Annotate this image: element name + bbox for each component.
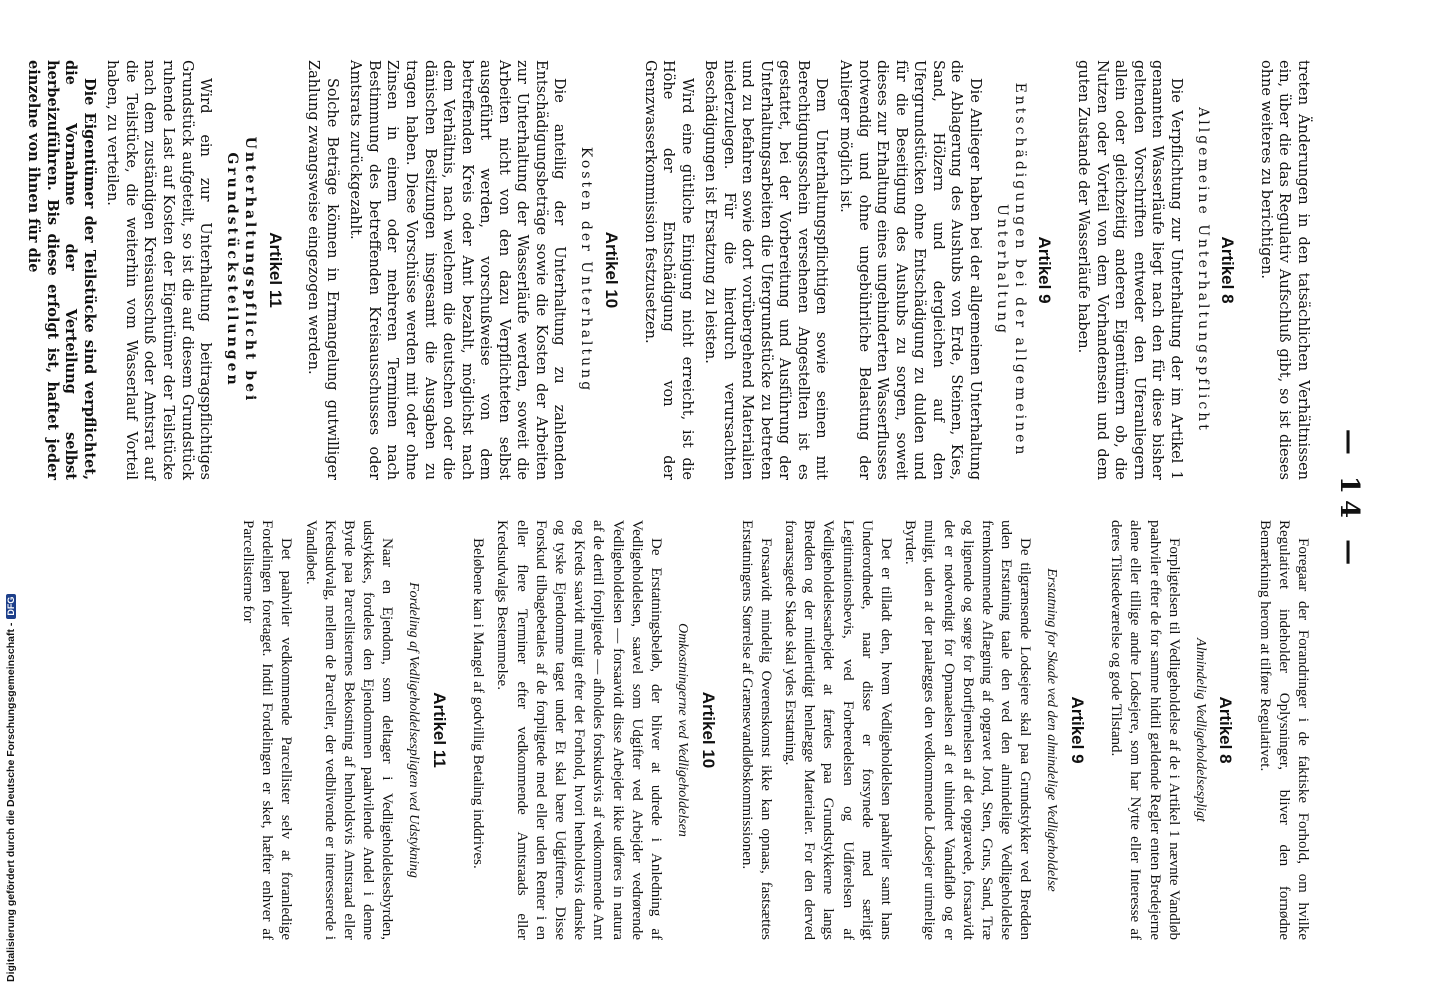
german-article-11-p2: Die Eigentümer der Teilstücke sind verpflichtet, die Vornahme der Verteilung selbst herbeizuführen. Bis diese erfolgt ist, haftet jeder einzelne von ihnen für die <box>25 60 98 480</box>
danish-article-9-p1: De tilgrænsende Lodsejere skal paa Grundstykker ved Bredden uden Erstatning taale den ved den almindelige Vedligeholdelse fremkommende Aflægning af opgravet Jord, Sten, Grus, Sand, Træ og lignende og sørge for Bortfjernelsen af det opgravede, forsaavidt det er nødvendigt for Opmaaelsen af et uhindret Vandafløb og er muligt, uden at der paalægges den vedkommende Lodsejer urimelige Byrder. <box>902 520 1034 940</box>
german-article-8-subtitle: Allgemeine Unterhaltungspflicht <box>1194 107 1211 433</box>
danish-article-10-title: Artikel 10 <box>698 691 718 769</box>
dfg-logo: DFG <box>6 594 16 619</box>
danish-article-11-subtitle: Fordeling af Vedligeholdelsespligten ved Udstykning <box>406 582 422 878</box>
danish-column <box>233 520 1312 940</box>
german-article-9-p2: Dem Unterhaltungspflichtigen sowie seinen mit Berechtigungsschein versehenen Angestellten ist es gestattet, bei der Vorbereitung und Ausführung der Unterhaltungsarbeiten die Ufergrundstücke zu betreten und zu befahren sowie dort vorübergehend Materialien niederzulegen. Für die hierdurch verursachten Beschädigungen ist Ersatzung zu leisten. <box>702 60 830 480</box>
danish-article-8-title: Artikel 8 <box>1216 696 1236 764</box>
german-article-8-title: Artikel 8 <box>1218 236 1238 304</box>
danish-intro: Foregaar der Forandringer i de faktiske Forhold, om hvilke Regulativet indeholder Oplysninger, bliver den fornødne Bemærkning herom at tilføre Regulativet. <box>1256 520 1311 940</box>
danish-article-9-p2: Det er tilladt den, hvem Vedligeholdelsen paahviler samt hans Underordnede, naar disse er forsynede med særligt Legitimationsbevis, ved Forberedelsen og Udførelsen af Vedligeholdelsesarbejdet at færdes paa Grundstykkerne langs Bredden og der midlertidigt henlægge Materialer. For den derved foraarsagede Skade skal ydes Erstatning. <box>782 520 895 940</box>
danish-article-9-title: Artikel 9 <box>1068 696 1088 764</box>
german-article-8-p1: Die Verpflichtung zur Unterhaltung der im Artikel 1 genannten Wasserläufe liegt nach den für diese bisher geltenden Vorschriften entweder den Uferanliegern allein oder gleichzeitig anderen Eigentümern ob, die Nutzen oder Vorteil von dem Vorhandensein und dem guten Zustande der Wasserläufe haben. <box>1074 60 1184 480</box>
german-article-9-p3: Wird eine gütliche Einigung nicht erreicht, ist die Höhe der Entschädigung von der Grenzwasserkommission festzusetzen. <box>641 60 695 480</box>
danish-article-11-p2: Det paahviler vedkommende Parcellister selv at foranledige Fordelingen foretaget. Indtil Fordelingen er sket, hæfter enhver af Parcellisterne for <box>240 520 295 940</box>
german-article-9-subtitle: Entschädigungen bei der allgemeinen Unterhaltung <box>993 82 1028 458</box>
rotated-page <box>25 20 1382 980</box>
dfg-credit-text: Digitalisierung gefördert durch die Deutsche Forschungsgemeinschaft - <box>5 622 17 982</box>
danish-article-11-p1: Naar en Ejendom, som deltager i Vedligeholdelsesbyrden, udstykkes, fordeles den Ejendommen paahvilende Andel i denne Byrde paa Parcellisternes Bekostning af henholdsvis Amtsraad eller Kredsudvalg, mellem de Parceller, der vedblivende er interesserede i Vandløbet. <box>302 520 396 940</box>
danish-article-9-subtitle: Erstatning for Skade ved den almindelige Vedligeholdelse <box>1044 568 1060 892</box>
german-article-11-title: Artikel 11 <box>265 232 285 308</box>
danish-article-10-p1: De Erstatningsbeløb, der bliver at udrede i Anledning af Vedligeholdelsen, saavel som Udgifter ved Arbejder vedrørende Vedligeholdelsen — forsaavidt disse Arbejder ikke udføres in natura af de dertil forpligtede — afholdes forskudsvis af vedkommende Amt og Kreds saavidt muligt efter det Forhold, hvori henholdsvis danske og tyske Ejendomme taget under Et skal bære Udgifterne. Disse Forskud tilbagebetales af de forpligtede med eller uden Renter i en eller flere Terminer efter vedkommende Amtsraads eller Kredsudvalgs Bestemmelse. <box>494 520 664 940</box>
german-article-10-title: Artikel 10 <box>602 231 622 309</box>
dfg-credit-strip <box>0 0 22 1000</box>
german-article-9-p1: Die Anlieger haben bei der allgemeinen Unterhaltung die Ablagerung des Aushubs von Erde, Steinen, Kies, Sand, Hölzern und dergleichen auf den Ufergrundstücken ohne Entschädigung zu dulden und für die Beseitigung des Aushubs zu sorgen, soweit dieses zur Erhaltung eines ungehinderten Wasserflusses notwendig und ohne ungebührliche Belastung der Anlieger möglich ist. <box>837 60 983 480</box>
danish-article-10-p2: Beløbene kan i Mangel af godvillig Betaling inddrives. <box>470 538 487 869</box>
page-number: — 14 — <box>1334 428 1364 572</box>
danish-article-10-subtitle: Omkostningerne ved Vedligeholdelsen <box>674 623 690 837</box>
german-article-11-subtitle: Unterhaltungspflicht bei Grundstücksteilungen <box>224 136 258 404</box>
german-article-10-p1: Die anteilig der Unterhaltung zu zahlenden Entschädigungsbeträge sowie die Kosten der Arbeiten zur Unterhaltung der Wasserläufe werden, soweit die Arbeiten nicht von den dazu Verpflichteten selbst ausgeführt werden, vorschußweise von dem betreffenden Kreis oder Amt bezahlt, möglichst nach dem Verhältnis, nach welchem die deutschen oder die dänischen Besitzungen insgesamt die Ausgaben zu tragen haben. Diese Vorschüsse werden mit oder ohne Zinsen in einem oder mehreren Terminen nach Bestimmung des betreffenden Kreisausschusses oder Amtsrats zurückgezahlt. <box>347 60 568 480</box>
german-article-11-p1: Wird ein zur Unterhaltung beitragspflichtiges Grundstück aufgeteilt, so ist die auf diesem Grundstück ruhende Last auf Kosten der Eigentümer der Teilstücke nach dem zuständigen Kreisausschuß oder Amtsrat auf die Teilstücke, die weiterhin vom Wasserlauf Vorteil haben, zu verteilen. <box>104 60 214 480</box>
german-article-10-subtitle: Kosten der Unterhaltung <box>578 146 595 394</box>
german-article-9-title: Artikel 9 <box>1035 236 1055 304</box>
danish-article-8-subtitle: Almindelig Vedligeholdelsespligt <box>1192 638 1208 822</box>
german-article-10-p2: Solche Beträge können in Ermangelung gutwilliger Zahlung zwangsweise eingezogen werden. <box>305 60 340 480</box>
german-column <box>19 60 1312 480</box>
danish-article-11-title: Artikel 11 <box>430 692 450 768</box>
dfg-credit <box>5 594 17 982</box>
danish-article-9-p3: Forsaavidt mindelig Overenskomst ikke kan opnaas, fastsættes Erstatningens Størrelse af Grænsevandløbskommissionen. <box>738 520 774 940</box>
german-intro: treten Änderungen in den tatsächlichen Verhältnissen ein, über die das Regulativ Aufschluß gibt, so ist dieses ohne weiteres zu berichtigen. <box>1257 60 1311 480</box>
danish-article-8-p1: Forpligtelsen til Vedligeholdelse af de i Artikel 1 nævnte Vandløb paahviler efter de for samme hidtil gældende Regler enten Bredejerne alene eller tillige andre Lodsejere, som har Nytte eller Interesse af deres Tilstedeværelse og gode Tilstand. <box>1108 520 1182 940</box>
